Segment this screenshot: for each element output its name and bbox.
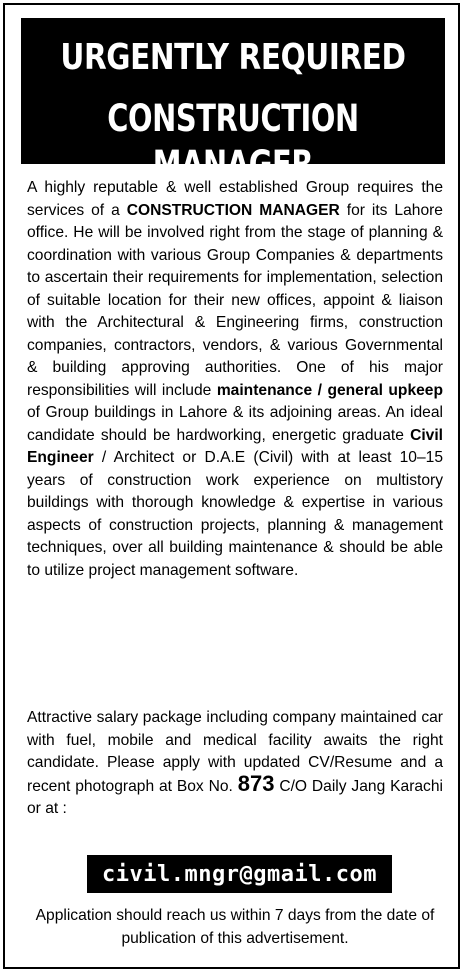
job-advertisement: [3, 3, 460, 969]
desc-text-1: A highly reputable & well established Group requires the services of a: [27, 179, 443, 219]
desc-text-3: of Group buildings in Lahore & its adjoining areas. An ideal candidate should be hardworking, energetic graduate: [27, 404, 443, 444]
email-banner: [87, 855, 392, 893]
desc-text-2: for its Lahore office. He will be involved right from the stage of planning & coordination with various Group Companies & departments to ascertain their requirements for implementation, selection of suitable location for their new offices, appoint & liaison with the Architectural & Engineering firms, construction companies, contractors, vendors, & various Governmental & building approving authorities. One of his major responsibilities will include: [27, 201, 443, 399]
headline-line-2: CONSTRUCTION MANAGER: [107, 97, 359, 186]
responsibility-emphasis: maintenance / general upkeep: [216, 381, 443, 399]
headline-banner: [21, 18, 445, 186]
apply-text-1: Attractive salary package including company maintained car with fuel, mobile and medical facility awaits the right candidate. Please apply with updated CV/Resume and a recent photograph at Box No.: [27, 709, 443, 795]
deadline-note: Application should reach us within 7 days from the date of publication of this advertisement.: [35, 907, 435, 947]
qualification-emphasis: Civil Engineer: [27, 426, 443, 466]
desc-text-4: / Architect or D.A.E (Civil) with at least 10–15 years of construction work experience on multistory buildings with thorough knowledge & expertise in various aspects of construction projects, planning & management techniques, over all building maintenance & should be able to utilize project management software.: [27, 449, 443, 579]
application-paragraph: [27, 707, 443, 821]
job-title-emphasis: CONSTRUCTION MANAGER: [126, 201, 340, 219]
headline-line-1: URGENTLY REQUIRED: [60, 37, 406, 78]
description-paragraph: [27, 177, 443, 582]
apply-text-2: C/O Daily Jang Karachi or at :: [27, 777, 443, 817]
contact-email[interactable]: civil.mngr@gmail.com: [102, 861, 377, 887]
box-number: 873: [237, 770, 275, 796]
